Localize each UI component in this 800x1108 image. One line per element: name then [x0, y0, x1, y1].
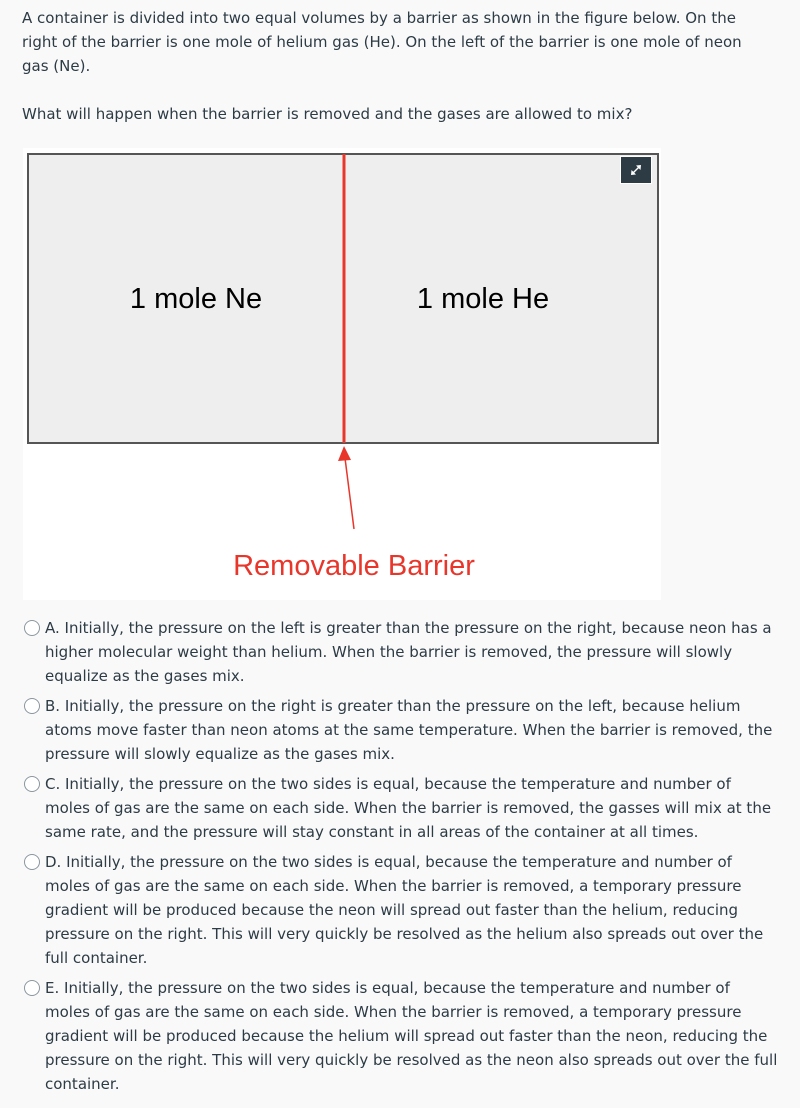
barrier-label: Removable Barrier [233, 550, 475, 582]
answer-options [22, 616, 778, 1102]
radio-button-e[interactable] [24, 980, 40, 996]
answer-option-a[interactable] [22, 616, 778, 688]
barrier-arrow-head [338, 446, 351, 461]
answer-option-e[interactable] [22, 976, 778, 1096]
answer-text-c: C. Initially, the pressure on the two sides is equal, because the temperature and number of moles of gas are the same on each side. When the barrier is removed, the gasses will mix at the same rate, and the pressure will stay constant in all areas of the container at all times. [45, 775, 772, 841]
answer-text-d: D. Initially, the pressure on the two sides is equal, because the temperature and number of moles of gas are the same on each side. When the barrier is removed, a temporary pressure gradient will be produced because the neon will spread out faster than the helium, reducing pressure on the right. This will very quickly be resolved as the helium also spreads out over the full container. [45, 853, 764, 967]
answer-text-e: E. Initially, the pressure on the two sides is equal, because the temperature and number of moles of gas are the same on each side. When the barrier is removed, a temporary pressure gradient will be produced because the helium will spread out faster than the neon, reducing the pressure on the right. This will very quickly be resolved as the neon also spreads out over the full container. [45, 979, 778, 1093]
radio-button-a[interactable] [24, 620, 40, 636]
answer-text-b: B. Initially, the pressure on the right is greater than the pressure on the left, because helium atoms move faster than neon atoms at the same temperature. When the barrier is removed, the pressure will slowly equalize as the gases mix. [45, 697, 773, 763]
answer-text-a: A. Initially, the pressure on the left is greater than the pressure on the right, because neon has a higher molecular weight than helium. When the barrier is removed, the pressure will slowly equalize as the gases mix. [45, 619, 772, 685]
left-chamber-label: 1 mole Ne [129, 283, 263, 315]
expand-icon [621, 157, 651, 183]
radio-button-b[interactable] [24, 698, 40, 714]
expand-image-button[interactable] [620, 156, 652, 184]
answer-option-b[interactable] [22, 694, 778, 766]
barrier-arrow-line [345, 458, 354, 529]
question-prompt: What will happen when the barrier is removed and the gases are allowed to mix? [22, 105, 633, 123]
radio-button-d[interactable] [24, 854, 40, 870]
answer-option-c[interactable] [22, 772, 778, 844]
question-text [22, 6, 762, 126]
radio-button-c[interactable] [24, 776, 40, 792]
right-chamber-label: 1 mole He [416, 283, 550, 315]
figure-drawing [23, 148, 661, 600]
container-figure [23, 148, 661, 600]
question-intro: A container is divided into two equal volumes by a barrier as shown in the figure below. On the right of the barrier is one mole of helium gas (He). On the left of the barrier is one mole of neon gas (Ne). [22, 9, 742, 75]
answer-option-d[interactable] [22, 850, 778, 970]
